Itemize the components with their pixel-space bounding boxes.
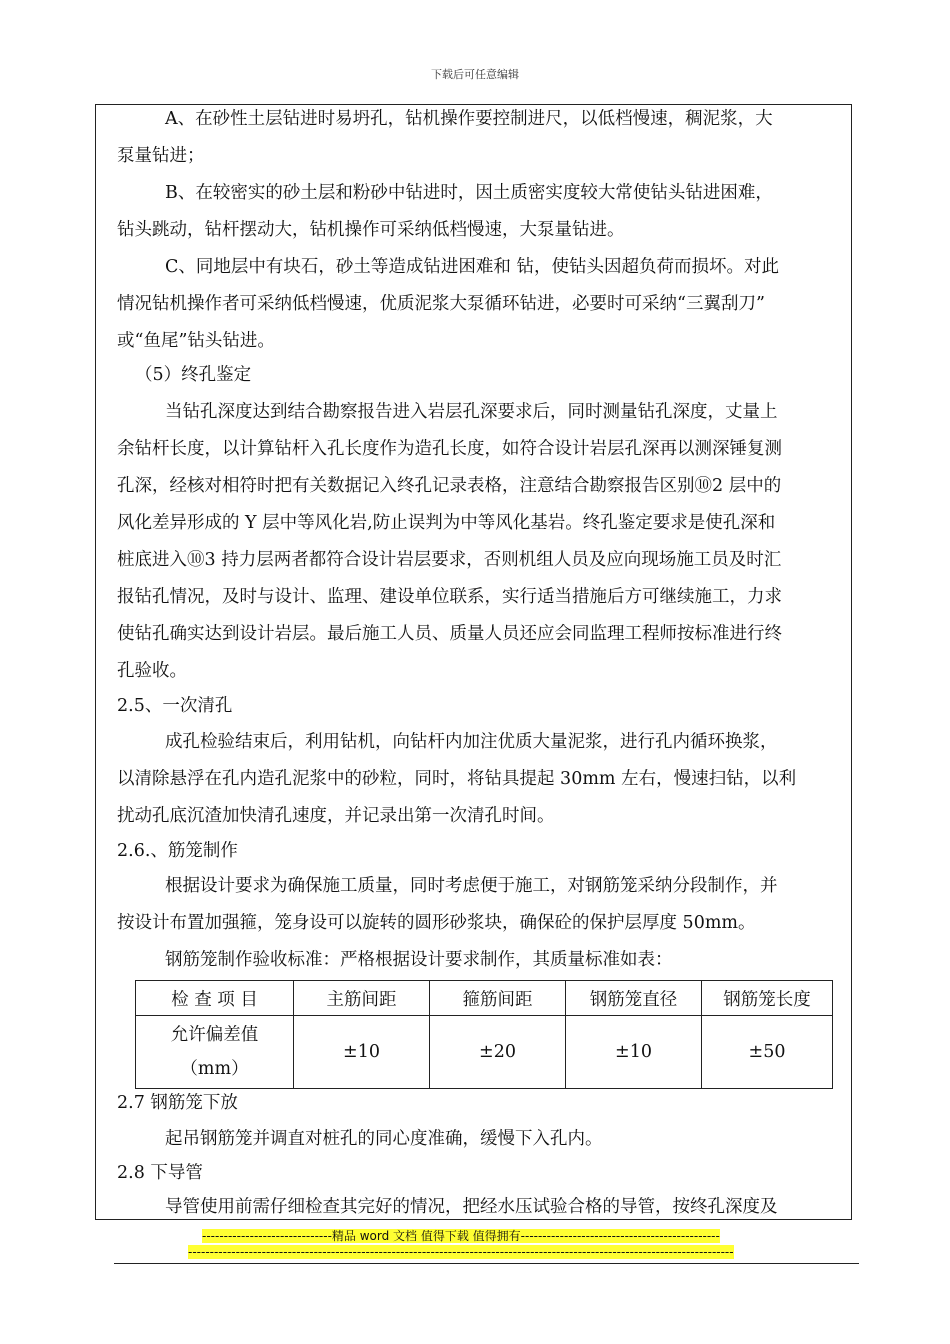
paragraph-d-line3: 孔深，经核对相符时把有关数据记入终孔记录表格，注意结合勘察报告区别⑩2 层中的 bbox=[117, 476, 782, 496]
table-header-cell: 检 查 项 目 bbox=[136, 981, 294, 1016]
table-cell: ±20 bbox=[430, 1016, 566, 1089]
paragraph-d-line4: 风化差异形成的 Y 层中等风化岩,防止误判为中等风化基岩。终孔鉴定要求是使孔深和 bbox=[117, 513, 776, 533]
paragraph-d-line2: 余钻杆长度，以计算钻杆入孔长度作为造孔长度，如符合设计岩层孔深再以测深锤复测 bbox=[117, 439, 782, 459]
table-row bbox=[136, 1016, 833, 1089]
paragraph-a-line2: 泵量钻进； bbox=[117, 146, 205, 166]
paragraph-c-line1: C、同地层中有块石，砂土等造成钻进困难和 钻，使钻头因超负荷而损坏。对此 bbox=[165, 257, 779, 277]
paragraph-i-line1: 导管使用前需仔细检查其完好的情况，把经水压试验合格的导管，按终孔深度及 bbox=[165, 1197, 778, 1217]
paragraph-e-line1: 成孔检验结束后，利用钻机，向钻杆内加注优质大量泥浆，进行孔内循环换浆， bbox=[165, 732, 778, 752]
footer-banner bbox=[188, 1228, 734, 1260]
paragraph-g-line1: 起吊钢筋笼并调直对桩孔的同心度准确，缓慢下入孔内。 bbox=[165, 1129, 603, 1149]
paragraph-f-line1: 根据设计要求为确保施工质量，同时考虑便于施工，对钢筋笼采纳分段制作，并 bbox=[165, 876, 778, 896]
paragraph-d-line6: 报钻孔情况，及时与设计、监理、建设单位联系，实行适当措施后方可继续施工，力求 bbox=[117, 587, 782, 607]
paragraph-e-line3: 扰动孔底沉渣加快清孔速度，并记录出第一次清孔时间。 bbox=[117, 806, 555, 826]
header-note: 下载后可任意编辑 bbox=[431, 68, 519, 81]
paragraph-e-line2: 以清除悬浮在孔内造孔泥浆中的砂粒，同时，将钻具提起 30mm 左右，慢速扫钻，以利 bbox=[117, 769, 797, 789]
paragraph-c-line2: 情况钻机操作者可采纳低档慢速，优质泥浆大泵循环钻进，必要时可采纳“三翼刮刀” bbox=[117, 294, 765, 314]
row-label-line2: （mm） bbox=[180, 1059, 249, 1079]
paragraph-f-line2: 按设计布置加强箍，笼身设可以旋转的圆形砂浆块，确保砼的保护层厚度 50mm。 bbox=[117, 913, 756, 933]
table-header-cell: 箍筋间距 bbox=[430, 981, 566, 1016]
section-heading-2-5: 2.5、一次清孔 bbox=[117, 696, 233, 716]
section-heading-2-8: 2.8 下导管 bbox=[117, 1163, 203, 1183]
footer-divider bbox=[114, 1263, 859, 1264]
paragraph-a-line1: A、在砂性土层钻进时易坍孔，钻机操作要控制进尺，以低档慢速，稠泥浆，大 bbox=[165, 109, 773, 129]
footer-line-2: ------------------------------------------------------------------------------------------------------------------------------ bbox=[188, 1245, 734, 1259]
table-header-cell: 钢筋笼直径 bbox=[566, 981, 702, 1016]
table-cell: ±50 bbox=[702, 1016, 833, 1089]
quality-standard-table bbox=[135, 980, 833, 1089]
paragraph-b-line1: B、在较密实的砂土层和粉砂中钻进时，因土质密实度较大常使钻头钻进困难， bbox=[165, 183, 773, 203]
paragraph-d-line8: 孔验收。 bbox=[117, 661, 187, 681]
paragraph-d-line1: 当钻孔深度达到结合勘察报告进入岩层孔深要求后，同时测量钻孔深度，丈量上 bbox=[165, 402, 778, 422]
table-header-row bbox=[136, 981, 833, 1016]
table-header-cell: 主筋间距 bbox=[294, 981, 430, 1016]
section-heading-2-7: 2.7 钢筋笼下放 bbox=[117, 1093, 238, 1113]
paragraph-c-line3: 或“鱼尾”钻头钻进。 bbox=[117, 331, 275, 351]
row-label-line1: 允许偏差值 bbox=[170, 1025, 259, 1045]
section-heading-5: （5）终孔鉴定 bbox=[135, 365, 252, 385]
paragraph-f-line3: 钢筋笼制作验收标准：严格根据设计要求制作，其质量标准如表： bbox=[165, 950, 673, 970]
table-cell: ±10 bbox=[294, 1016, 430, 1089]
section-heading-2-6: 2.6.、筋笼制作 bbox=[117, 841, 238, 861]
table-cell: ±10 bbox=[566, 1016, 702, 1089]
table-row-label bbox=[136, 1016, 294, 1089]
paragraph-d-line5: 桩底进入⑩3 持力层两者都符合设计岩层要求，否则机组人员及应向现场施工员及时汇 bbox=[117, 550, 782, 570]
paragraph-d-line7: 使钻孔确实达到设计岩层。最后施工人员、质量人员还应会同监理工程师按标准进行终 bbox=[117, 624, 782, 644]
paragraph-b-line2: 钻头跳动，钻杆摆动大，钻机操作可采纳低档慢速，大泵量钻进。 bbox=[117, 220, 625, 240]
footer-line-1: ------------------------------精品 word 文档 值得下载 值得拥有---------------------------------------------- bbox=[202, 1229, 720, 1243]
table-header-cell: 钢筋笼长度 bbox=[702, 981, 833, 1016]
